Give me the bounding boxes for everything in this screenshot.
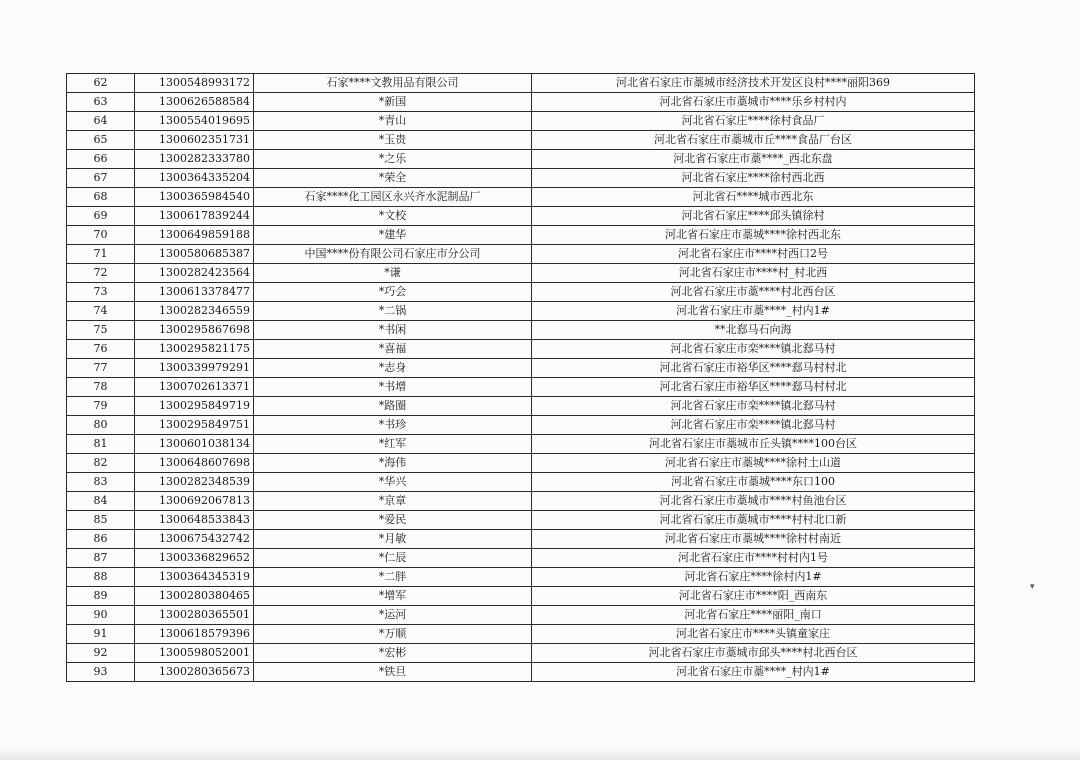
table-row	[67, 454, 975, 473]
table-row	[67, 169, 975, 188]
account-id-cell: 1300339979291	[135, 359, 254, 378]
name-cell: *文校	[254, 207, 532, 226]
address-cell: 河北省石家庄****徐村西北西	[532, 169, 975, 188]
address-cell: 河北省石家庄市藁城市经济技术开发区良村****丽阳369	[532, 74, 975, 93]
address-cell: 河北省石家庄****邱头镇徐村	[532, 207, 975, 226]
address-cell: 河北省石家庄市藁****_村内1#	[532, 663, 975, 682]
row-number-cell: 92	[67, 644, 135, 663]
name-cell: *华兴	[254, 473, 532, 492]
table-row	[67, 226, 975, 245]
account-id-cell: 1300613378477	[135, 283, 254, 302]
row-number-cell: 85	[67, 511, 135, 530]
address-cell: 河北省石家庄****丽阳_南口	[532, 606, 975, 625]
row-number-cell: 80	[67, 416, 135, 435]
row-number-cell: 89	[67, 587, 135, 606]
table-row	[67, 530, 975, 549]
address-cell: 河北省石家庄市****村西口2号	[532, 245, 975, 264]
account-id-cell: 1300692067813	[135, 492, 254, 511]
name-cell: *新国	[254, 93, 532, 112]
row-number-cell: 70	[67, 226, 135, 245]
account-id-cell: 1300548993172	[135, 74, 254, 93]
row-number-cell: 77	[67, 359, 135, 378]
account-id-cell: 1300280365673	[135, 663, 254, 682]
table-row	[67, 511, 975, 530]
account-id-cell: 1300295867698	[135, 321, 254, 340]
row-number-cell: 83	[67, 473, 135, 492]
account-id-cell: 1300282348539	[135, 473, 254, 492]
account-id-cell: 1300295849719	[135, 397, 254, 416]
account-id-cell: 1300626588584	[135, 93, 254, 112]
row-number-cell: 71	[67, 245, 135, 264]
address-cell: 河北省石家庄市藁城市****村鱼池台区	[532, 492, 975, 511]
account-id-cell: 1300554019695	[135, 112, 254, 131]
row-number-cell: 88	[67, 568, 135, 587]
table-row	[67, 568, 975, 587]
table-row	[67, 606, 975, 625]
table-row	[67, 549, 975, 568]
row-number-cell: 63	[67, 93, 135, 112]
table-row	[67, 416, 975, 435]
table-row	[67, 644, 975, 663]
name-cell: *之乐	[254, 150, 532, 169]
scan-edge	[0, 748, 1080, 760]
address-cell: 河北省石家庄市藁****_村内1#	[532, 302, 975, 321]
address-cell: 河北省石家庄市藁****村北西台区	[532, 283, 975, 302]
address-cell: 河北省石家庄市藁城****徐村村南近	[532, 530, 975, 549]
row-number-cell: 81	[67, 435, 135, 454]
name-cell: *书珍	[254, 416, 532, 435]
table-row	[67, 93, 975, 112]
row-number-cell: 67	[67, 169, 135, 188]
name-cell: *荣全	[254, 169, 532, 188]
row-number-cell: 62	[67, 74, 135, 93]
name-cell: *仁辰	[254, 549, 532, 568]
address-cell: 河北省石家庄市藁城****东口100	[532, 473, 975, 492]
address-cell: 河北省石家庄市栾****镇北郄马村	[532, 340, 975, 359]
table-row	[67, 283, 975, 302]
address-cell: 河北省石家庄市栾****镇北郄马村	[532, 397, 975, 416]
account-id-cell: 1300365984540	[135, 188, 254, 207]
account-id-cell: 1300364335204	[135, 169, 254, 188]
address-cell: 河北省石家庄****徐村食品厂	[532, 112, 975, 131]
name-cell: *路圈	[254, 397, 532, 416]
row-number-cell: 93	[67, 663, 135, 682]
account-id-cell: 1300295821175	[135, 340, 254, 359]
address-cell: 河北省石家庄市藁城市****乐乡村村内	[532, 93, 975, 112]
account-id-cell: 1300648607698	[135, 454, 254, 473]
name-cell: *青山	[254, 112, 532, 131]
address-cell: **北郄马石向海	[532, 321, 975, 340]
table-row	[67, 378, 975, 397]
name-cell: *京章	[254, 492, 532, 511]
address-cell: 河北省石家庄市****头镇童家庄	[532, 625, 975, 644]
account-id-cell: 1300295849751	[135, 416, 254, 435]
account-id-cell: 1300649859188	[135, 226, 254, 245]
row-number-cell: 68	[67, 188, 135, 207]
account-id-cell: 1300617839244	[135, 207, 254, 226]
name-cell: *红军	[254, 435, 532, 454]
account-id-cell: 1300282423564	[135, 264, 254, 283]
row-number-cell: 69	[67, 207, 135, 226]
table-row	[67, 492, 975, 511]
name-cell: *巧会	[254, 283, 532, 302]
name-cell: *玉贵	[254, 131, 532, 150]
row-number-cell: 64	[67, 112, 135, 131]
name-cell: *铁旦	[254, 663, 532, 682]
name-cell: *志身	[254, 359, 532, 378]
table-row	[67, 264, 975, 283]
scan-speck: ▾	[1030, 582, 1035, 592]
account-id-cell: 1300602351731	[135, 131, 254, 150]
account-id-cell: 1300364345319	[135, 568, 254, 587]
table-row	[67, 112, 975, 131]
row-number-cell: 84	[67, 492, 135, 511]
name-cell: 中国****份有限公司石家庄市分公司	[254, 245, 532, 264]
table-row	[67, 321, 975, 340]
name-cell: *增军	[254, 587, 532, 606]
address-cell: 河北省石****城市西北东	[532, 188, 975, 207]
row-number-cell: 72	[67, 264, 135, 283]
table-row	[67, 150, 975, 169]
address-cell: 河北省石家庄市****村_村北西	[532, 264, 975, 283]
row-number-cell: 78	[67, 378, 135, 397]
account-id-cell: 1300280365501	[135, 606, 254, 625]
name-cell: *万顺	[254, 625, 532, 644]
account-id-cell: 1300282333780	[135, 150, 254, 169]
row-number-cell: 65	[67, 131, 135, 150]
row-number-cell: 86	[67, 530, 135, 549]
table-row	[67, 340, 975, 359]
name-cell: *运河	[254, 606, 532, 625]
address-cell: 河北省石家庄市栾****镇北郄马村	[532, 416, 975, 435]
account-id-cell: 1300336829652	[135, 549, 254, 568]
address-cell: 河北省石家庄市藁城市邱头****村北西台区	[532, 644, 975, 663]
table-row	[67, 131, 975, 150]
account-id-cell: 1300580685387	[135, 245, 254, 264]
row-number-cell: 76	[67, 340, 135, 359]
name-cell: *谦	[254, 264, 532, 283]
account-id-cell: 1300601038134	[135, 435, 254, 454]
account-id-cell: 1300648533843	[135, 511, 254, 530]
table-row	[67, 359, 975, 378]
row-number-cell: 79	[67, 397, 135, 416]
row-number-cell: 73	[67, 283, 135, 302]
table-row	[67, 473, 975, 492]
row-number-cell: 75	[67, 321, 135, 340]
address-cell: 河北省石家庄市裕华区****郄马村村北	[532, 378, 975, 397]
name-cell: *建华	[254, 226, 532, 245]
account-id-cell: 1300702613371	[135, 378, 254, 397]
address-cell: 河北省石家庄市藁城市丘****食品厂台区	[532, 131, 975, 150]
table-row	[67, 245, 975, 264]
address-cell: 河北省石家庄市裕华区****郄马村村北	[532, 359, 975, 378]
address-cell: 河北省石家庄市藁城****徐村土山道	[532, 454, 975, 473]
table-row	[67, 625, 975, 644]
address-cell: 河北省石家庄市藁城市丘头镇****100台区	[532, 435, 975, 454]
name-cell: *二胖	[254, 568, 532, 587]
table-row	[67, 302, 975, 321]
name-cell: *二锅	[254, 302, 532, 321]
table-row	[67, 74, 975, 93]
address-cell: 河北省石家庄市藁****_西北东盘	[532, 150, 975, 169]
address-cell: 河北省石家庄市****村村内1号	[532, 549, 975, 568]
address-cell: 河北省石家庄市****阳_西南东	[532, 587, 975, 606]
name-cell: 石家****化工园区永兴齐水泥制品厂	[254, 188, 532, 207]
row-number-cell: 90	[67, 606, 135, 625]
name-cell: *书增	[254, 378, 532, 397]
address-cell: 河北省石家庄市藁城市****村村北口新	[532, 511, 975, 530]
table-row	[67, 587, 975, 606]
account-id-cell: 1300675432742	[135, 530, 254, 549]
name-cell: *月敏	[254, 530, 532, 549]
row-number-cell: 66	[67, 150, 135, 169]
name-cell: 石家****文教用品有限公司	[254, 74, 532, 93]
row-number-cell: 87	[67, 549, 135, 568]
account-id-cell: 1300598052001	[135, 644, 254, 663]
name-cell: *海伟	[254, 454, 532, 473]
table-row	[67, 207, 975, 226]
row-number-cell: 82	[67, 454, 135, 473]
account-id-cell: 1300618579396	[135, 625, 254, 644]
table-row	[67, 188, 975, 207]
name-cell: *宏彬	[254, 644, 532, 663]
table-row	[67, 397, 975, 416]
account-id-cell: 1300282346559	[135, 302, 254, 321]
account-id-cell: 1300280380465	[135, 587, 254, 606]
name-cell: *书闲	[254, 321, 532, 340]
row-number-cell: 91	[67, 625, 135, 644]
address-cell: 河北省石家庄市藁城****徐村西北东	[532, 226, 975, 245]
records-table-body	[67, 74, 975, 682]
records-table	[66, 73, 975, 682]
table-row	[67, 435, 975, 454]
table-row	[67, 663, 975, 682]
row-number-cell: 74	[67, 302, 135, 321]
address-cell: 河北省石家庄****徐村内1#	[532, 568, 975, 587]
name-cell: *爱民	[254, 511, 532, 530]
name-cell: *喜福	[254, 340, 532, 359]
